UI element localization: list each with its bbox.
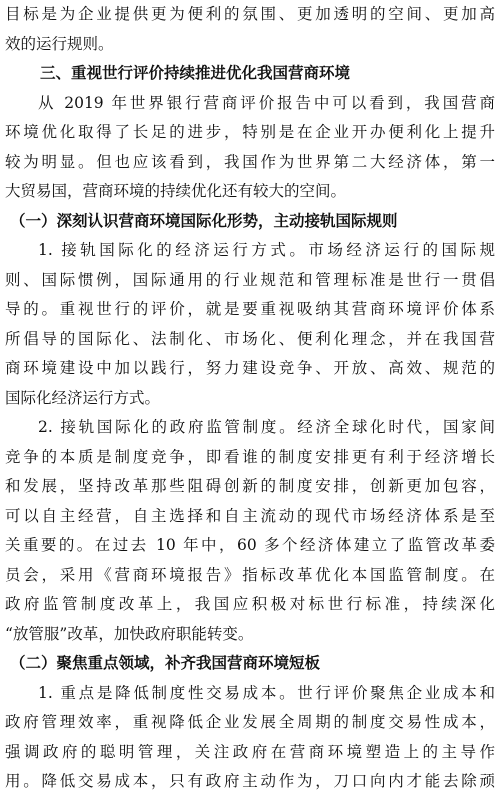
text-line: 竞争的本质是制度竞争，即看谁的制度安排更有利于经济增长 [5, 447, 495, 466]
text-line: 商环境建设中加以践行，努力建设竞争、开放、高效、规范的 [5, 359, 495, 377]
section-heading: （一）深刻认识营商环境国际化形势，主动接轨国际规则 [10, 211, 398, 230]
text-line: 可以自主经营，自主选择和自主流动的现代市场经济体系是至 [5, 506, 495, 525]
text-line: 1. 重点是降低制度性交易成本。世行评价聚焦企业成本和 [38, 683, 495, 702]
text-line: 1. 接轨国际化的经济运行方式。市场经济运行的国际规 [38, 241, 495, 259]
text-line: 强调政府的聪明管理，关注政府在营商环境塑造上的主导作 [5, 742, 495, 761]
text-line: “放管服”改革，加快政府职能转变。 [5, 624, 254, 643]
text-line: 导的。重视世行的评价，就是要重视吸纳其营商环境评价体系 [5, 300, 495, 318]
text-line: 则、国际惯例，国际通用的行业规范和管理标准是世行一贯倡 [5, 270, 495, 289]
text-line: 较为明显。但也应该看到，我国作为世界第二大经济体，第一 [5, 152, 495, 171]
text-line: 2. 接轨国际化的政府监管制度。经济全球化时代，国家间 [38, 418, 495, 436]
text-line: 大贸易国，营商环境的持续优化还有较大的空间。 [5, 182, 347, 200]
text-line: 政府监管制度改革上，我国应积极对标世行标准，持续深化 [5, 595, 495, 613]
text-line: 政府管理效率，重视降低企业发展全周期的制度交易性成本， [5, 713, 495, 731]
section-heading: （二）聚焦重点领域，补齐我国营商环境短板 [10, 654, 321, 672]
text-line: 关重要的。在过去 10 年中，60 多个经济体建立了监管改革委 [5, 536, 495, 554]
section-heading: 三、重视世行评价持续推进优化我国营商环境 [40, 64, 351, 82]
text-line: 环境优化取得了长足的进步，特别是在企业开办便利化上提升 [5, 123, 495, 141]
text-line: 效的运行规则。 [5, 34, 114, 53]
text-line: 和发展，坚持改革那些阻碍创新的制度安排，创新更加包容， [5, 477, 495, 495]
text-line: 员会，采用《营商环境报告》指标改革优化本国监管制度。在 [5, 565, 495, 584]
text-line: 国际化经济运行方式。 [5, 388, 161, 407]
text-line: 所倡导的国际化、法制化、市场化、便利化理念，并在我国营 [5, 329, 495, 348]
text-line: 用。降低交易成本，只有政府主动作为，刀口向内才能去除顽 [5, 772, 495, 790]
text-line: 目标是为企业提供更为便利的氛围、更加透明的空间、更加高 [5, 5, 495, 23]
text-line: 从 2019 年世界银行营商评价报告中可以看到，我国营商 [38, 93, 495, 112]
